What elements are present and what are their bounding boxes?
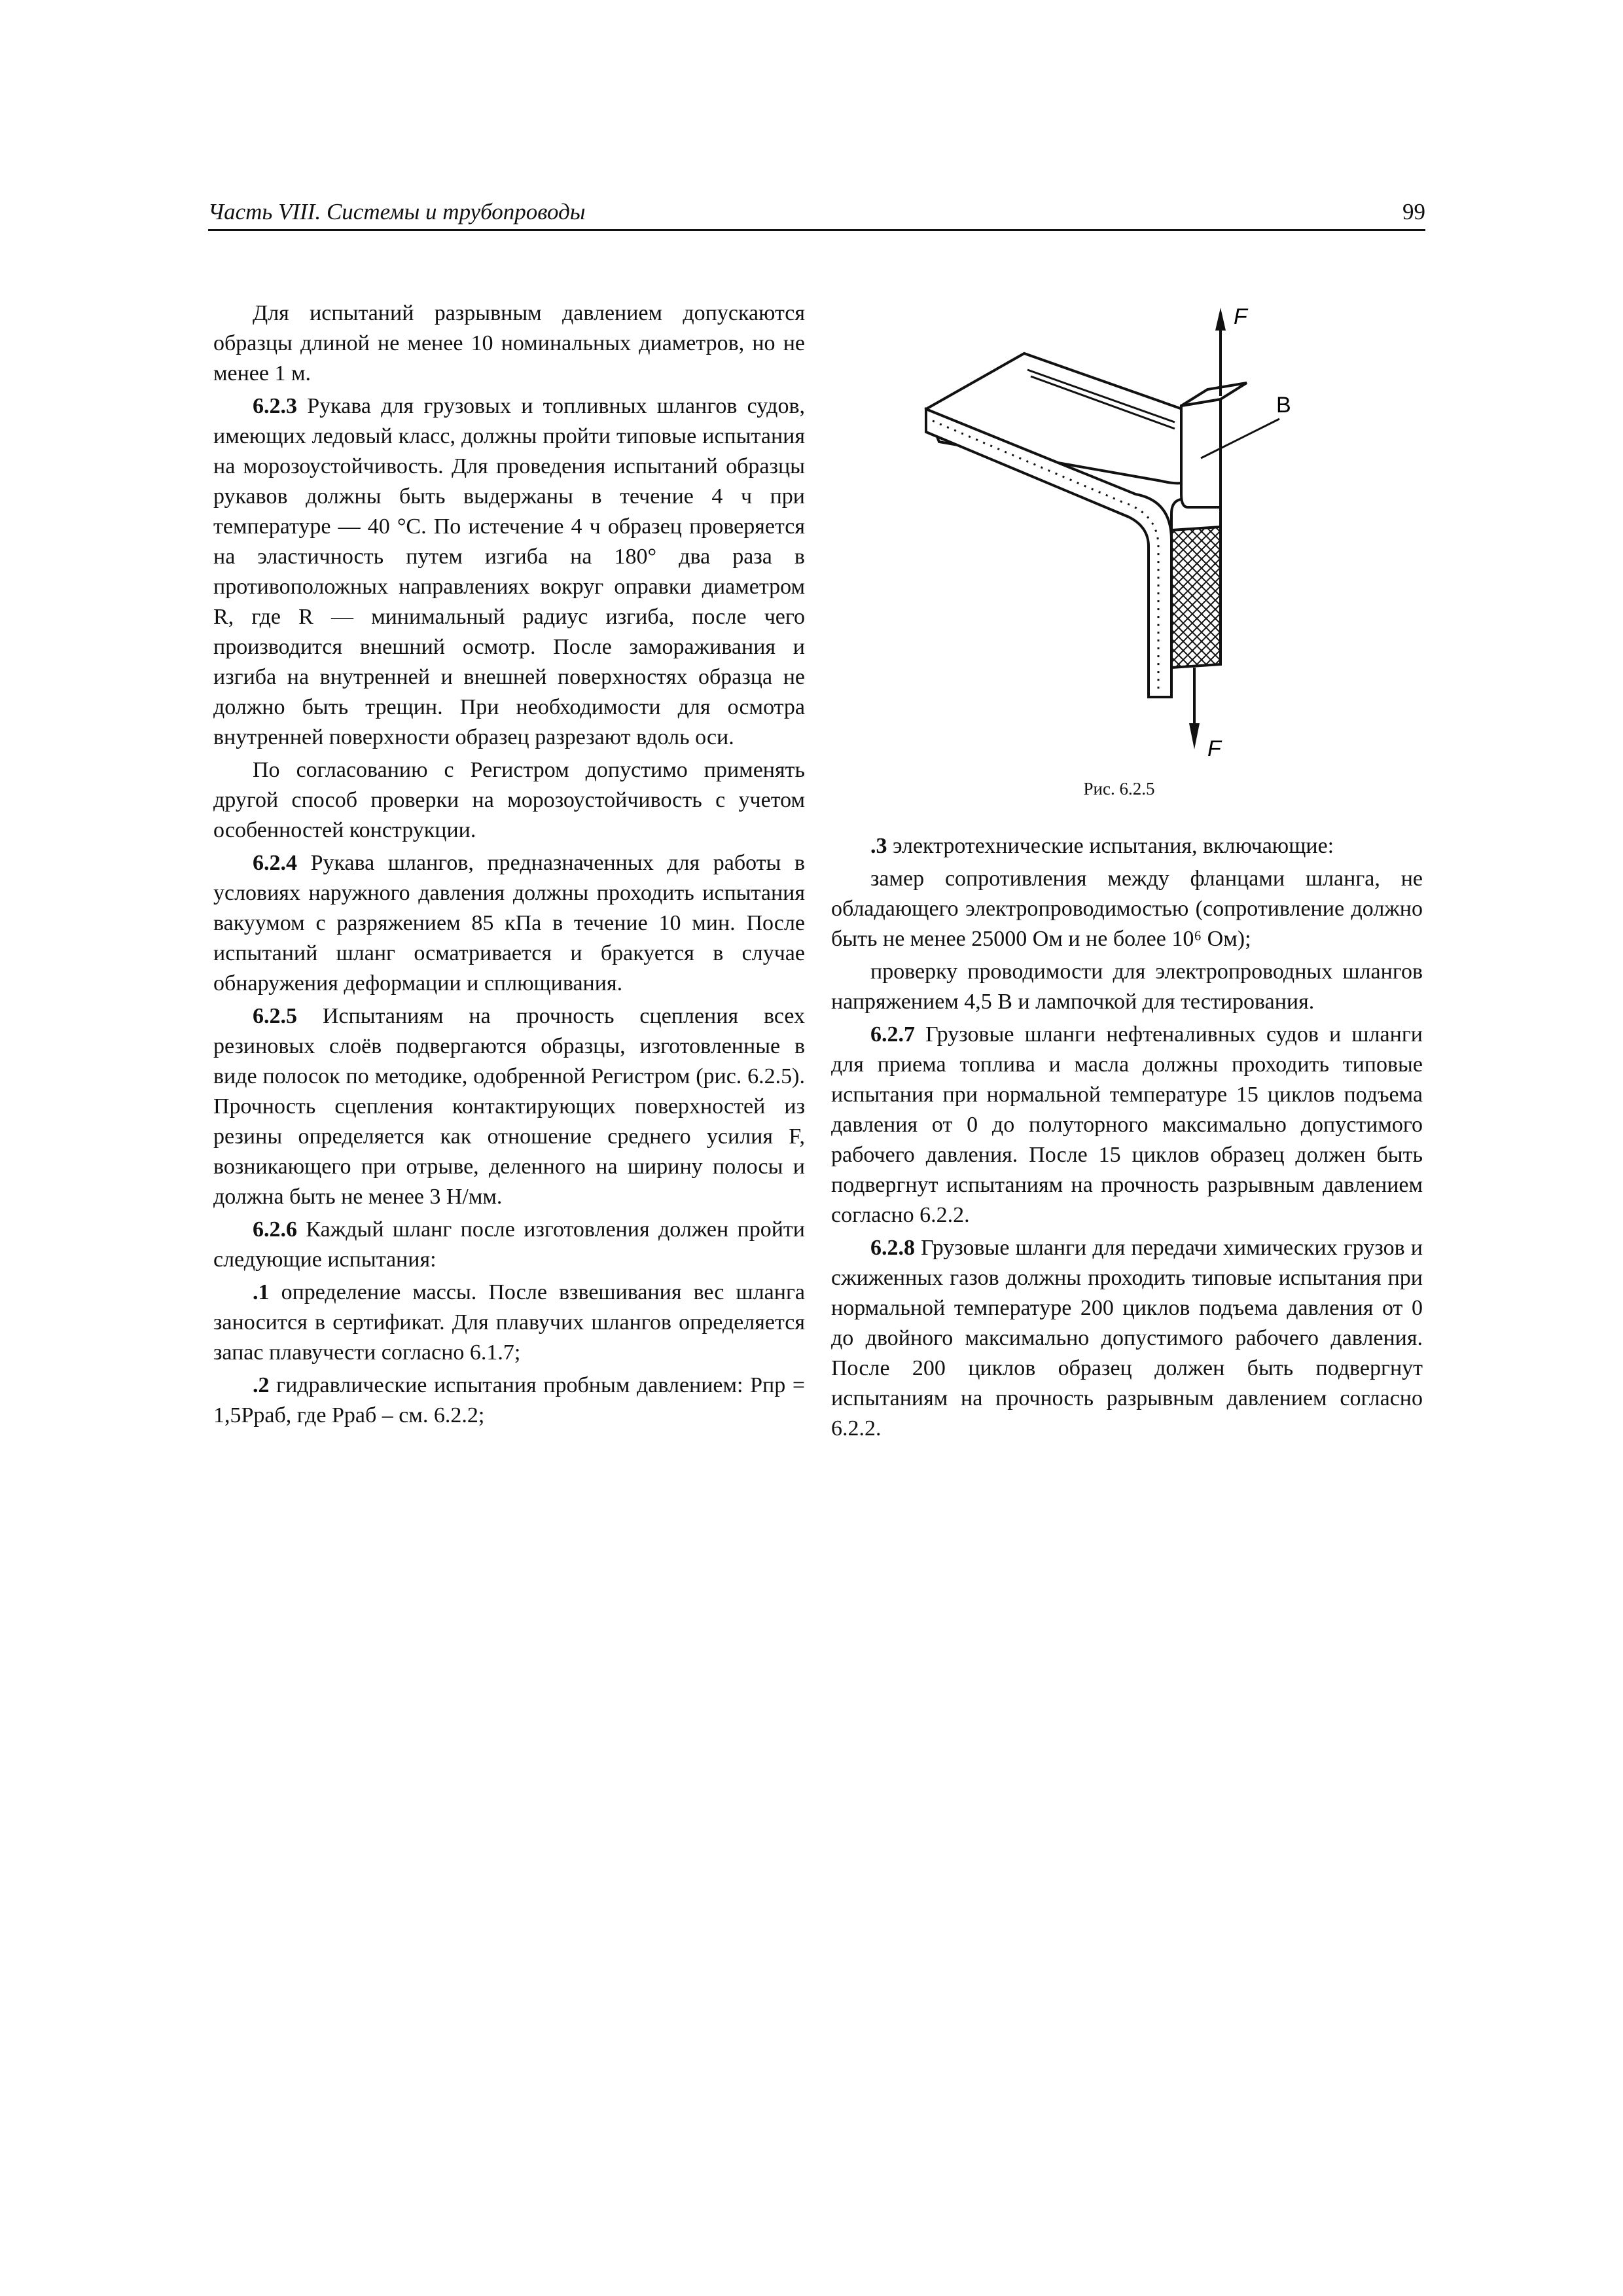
item-text: гидравлические испытания пробным давлением: Pпр = 1,5Pраб, где Pраб – см. 6.2.2; bbox=[213, 1373, 805, 1427]
clause-number: 6.2.7 bbox=[870, 1022, 915, 1047]
clause-text: Рукава шлангов, предназначенных для работы в условиях наружного давления должны проходить испытания вакуумом с разряжением 85 кПа в течение 10 мин. После испытаний шланг осматривается и бракуется в случае обнаружения деформации и сплющивания. bbox=[213, 851, 805, 996]
figure-caption: Рис. 6.2.5 bbox=[1083, 779, 1155, 798]
paragraph: проверку проводимости для электропроводных шлангов напряжением 4,5 В и лампочкой для тестирования. bbox=[831, 960, 1423, 1014]
arrowhead bbox=[1189, 723, 1200, 749]
running-head-title: Часть VIII. Системы и трубопроводы bbox=[208, 199, 586, 224]
clause-number: 6.2.3 bbox=[253, 394, 297, 418]
label-F-top: F bbox=[1234, 304, 1247, 329]
paragraph-6-2-7 bbox=[831, 1020, 1423, 1230]
paragraph-6-2-8 bbox=[831, 1233, 1423, 1444]
paragraph-6-2-6 bbox=[213, 1215, 805, 1275]
peeled-tab bbox=[1181, 399, 1221, 507]
item-number: .2 bbox=[253, 1373, 270, 1397]
item-text: электротехнические испытания, включающие: bbox=[887, 834, 1334, 858]
list-item-2 bbox=[213, 1371, 805, 1431]
paragraph-6-2-3 bbox=[213, 391, 805, 753]
clause-number: 6.2.6 bbox=[253, 1217, 297, 1242]
item-number: .1 bbox=[253, 1280, 270, 1304]
page-header bbox=[208, 200, 1425, 231]
item-number: .3 bbox=[870, 834, 887, 858]
clause-number: 6.2.4 bbox=[253, 851, 297, 875]
clause-text: Грузовые шланги нефтеналивных судов и шланги для приема топлива и масла должны проходить типовые испытания при нормальной температуре 15 циклов подъема давления от 0 до полуторного максимально допустимого рабочего давления. После 15 циклов образец должен быть подвергнут испытаниям на прочность разрывным давлением согласно 6.2.2. bbox=[831, 1022, 1423, 1227]
clause-number: 6.2.5 bbox=[253, 1004, 297, 1028]
label-F-bottom: F bbox=[1207, 736, 1221, 761]
left-column bbox=[213, 298, 805, 1433]
right-column bbox=[831, 831, 1423, 1446]
label-B: B bbox=[1276, 393, 1291, 418]
clause-text: Каждый шланг после изготовления должен пройти следующие испытания: bbox=[213, 1217, 805, 1272]
page-number: 99 bbox=[1402, 199, 1425, 224]
arrowhead bbox=[1215, 308, 1226, 331]
clause-text: Рукава для грузовых и топливных шлангов судов, имеющих ледовый класс, должны пройти типовые испытания на морозоустойчивость. Для проведения испытаний образцы рукавов должны быть выдержаны в течение 4 ч при температуре — 40 °С. По истечение 4 ч образец проверяется на эластичность путем изгиба на 180° два раза в противоположных направлениях вокруг оправки диаметром R, где R — минимальный радиус изгиба, после чего производится внешний осмотр. После замораживания и изгиба на внутренней и внешней поверхностях образца не должно быть трещин. При необходимости для осмотра внутренней поверхности образец разрезают вдоль оси. bbox=[213, 394, 805, 749]
list-item-1 bbox=[213, 1278, 805, 1368]
list-item-3 bbox=[831, 831, 1423, 861]
paragraph-6-2-5 bbox=[213, 1001, 805, 1212]
hatched-layer bbox=[1171, 524, 1221, 668]
figure-6-2-5 bbox=[913, 298, 1319, 769]
paragraph: замер сопротивления между фланцами шланга, не обладающего электропроводимостью (сопротивление должно быть не менее 25000 Ом и не более 10⁶ Ом); bbox=[831, 867, 1423, 951]
paragraph: Для испытаний разрывным давлением допускаются образцы длиной не менее 10 номинальных диаметров, но не менее 1 м. bbox=[213, 301, 805, 386]
clause-text: Испытаниям на прочность сцепления всех резиновых слоёв подвергаются образцы, изготовленные в виде полосок по методике, одобренной Регистром (рис. 6.2.5). Прочность сцепления контактирующих поверхностей из резины определяется как отношение среднего усилия F, возникающего при отрыве, деленного на ширину полосы и должна быть не менее 3 Н/мм. bbox=[213, 1004, 805, 1209]
adhesion-test-diagram bbox=[913, 298, 1319, 769]
clause-number: 6.2.8 bbox=[870, 1236, 915, 1260]
clause-text: Грузовые шланги для передачи химических грузов и сжиженных газов должны проходить типовые испытания при нормальной температуре 200 циклов подъема давления от 0 до двойного максимально допустимого рабочего давления. После 200 циклов образец должен быть подвергнут испытаниям на прочность разрывным давлением согласно 6.2.2. bbox=[831, 1236, 1423, 1441]
paragraph-6-2-4 bbox=[213, 848, 805, 999]
paragraph: По согласованию с Регистром допустимо применять другой способ проверки на морозоустойчивость с учетом особенностей конструкции. bbox=[213, 758, 805, 842]
item-text: определение массы. После взвешивания вес шланга заносится в сертификат. Для плавучих шлангов определяется запас плавучести согласно 6.1.7; bbox=[213, 1280, 805, 1365]
